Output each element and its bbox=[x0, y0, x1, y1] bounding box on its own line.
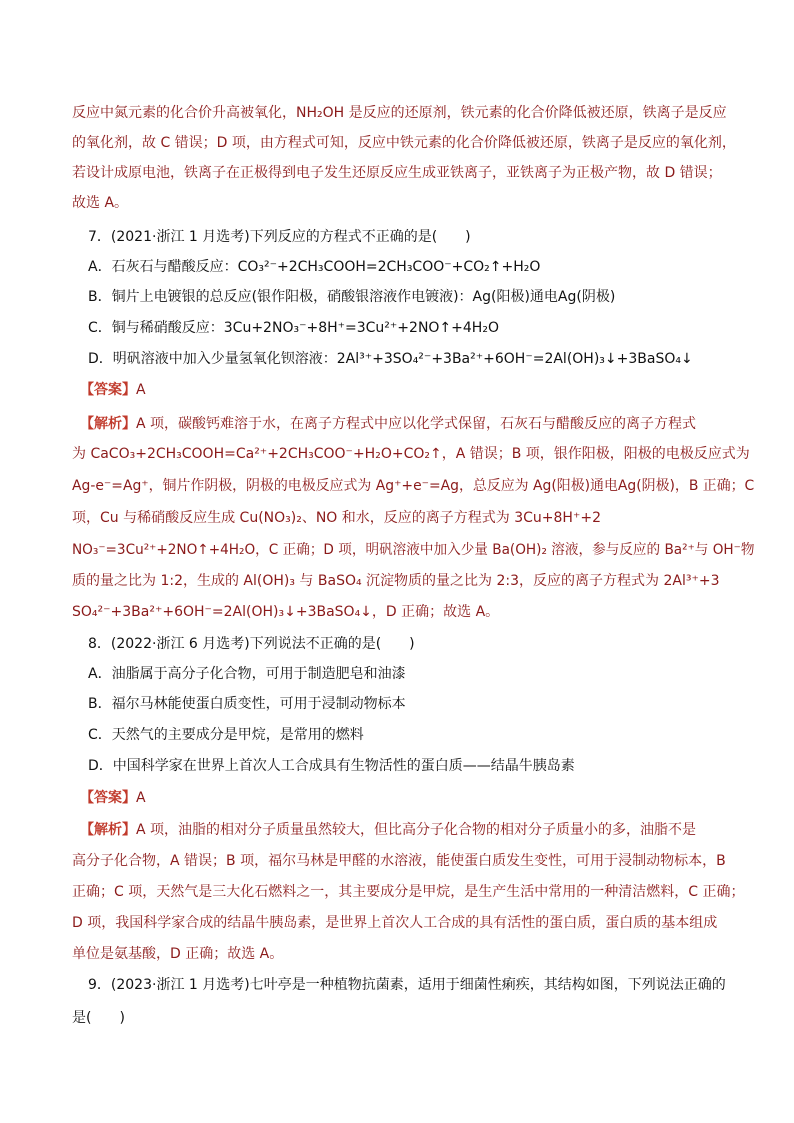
question-8-option-a: A．油脂属于高分子化合物，可用于制造肥皂和油漆 bbox=[88, 666, 406, 682]
explanation-line: 若设计成原电池，铁离子在正极得到电子发生还原反应生成亚铁离子，亚铁离子为正极产物，故 D 错误； bbox=[72, 165, 722, 181]
explanation-line: NO₃⁻=3Cu²⁺+2NO↑+4H₂O，C 正确；D 项，明矾溶液中加入少量 Ba(OH)₂ 溶液，参与反应的 Ba²⁺与 OH⁻物 bbox=[72, 542, 755, 558]
explanation-line: Ag-e⁻=Ag⁺，铜片作阴极，阴极的电极反应式为 Ag⁺+e⁻=Ag，总反应为 Ag(阳极)通电Ag(阴极)，B 正确；C bbox=[72, 478, 755, 494]
question-8-stem: 8．(2022·浙江 6 月选考)下列说法不正确的是( ) bbox=[88, 636, 415, 652]
explanation-line: D 项，我国科学家合成的结晶牛胰岛素，是世界上首次人工合成的具有活性的蛋白质，蛋白质的基本组成 bbox=[72, 915, 718, 931]
question-7-stem: 7．(2021·浙江 1 月选考)下列反应的方程式不正确的是( ) bbox=[88, 229, 471, 245]
explanation-line: 【解析】A 项，碳酸钙难溶于水，在离子方程式中应以化学式保留，石灰石与醋酸反应的离子方程式 bbox=[80, 416, 697, 432]
question-9-stem: 9．(2023·浙江 1 月选考)七叶亭是一种植物抗菌素，适用于细菌性痢疾，其结构如图，下列说法正确的 bbox=[88, 977, 726, 993]
explanation-line: 正确；C 项，天然气是三大化石燃料之一，其主要成分是甲烷，是生产生活中常用的一种清洁燃料，C 正确； bbox=[72, 884, 745, 900]
answer-line: 【答案】A bbox=[80, 382, 146, 398]
explanation-line: 【解析】A 项，油脂的相对分子质量虽然较大，但比高分子化合物的相对分子质量小的多，油脂不是 bbox=[80, 822, 697, 838]
explanation-line: 为 CaCO₃+2CH₃COOH=Ca²⁺+2CH₃COO⁻+H₂O+CO₂↑，A 错误；B 项，银作阳极，阳极的电极反应式为 bbox=[72, 446, 750, 462]
explanation-line: 项，Cu 与稀硝酸反应生成 Cu(NO₃)₂、NO 和水，反应的离子方程式为 3Cu+8H⁺+2 bbox=[72, 510, 601, 526]
explanation-tag: 【解析】 bbox=[80, 416, 136, 432]
explanation-tag: 【解析】 bbox=[80, 822, 136, 838]
question-8-option-d: D．中国科学家在世界上首次人工合成具有生物活性的蛋白质——结晶牛胰岛素 bbox=[88, 758, 575, 774]
explanation-line: SO₄²⁻+3Ba²⁺+6OH⁻=2Al(OH)₃↓+3BaSO₄↓，D 正确；故选 A。 bbox=[72, 604, 500, 620]
explanation-line: 质的量之比为 1:2，生成的 Al(OH)₃ 与 BaSO₄ 沉淀物质的量之比为 2:3，反应的离子方程式为 2Al³⁺+3 bbox=[72, 573, 720, 589]
answer-tag: 【答案】 bbox=[80, 790, 136, 806]
answer-tag: 【答案】 bbox=[80, 382, 136, 398]
question-8-option-c: C．天然气的主要成分是甲烷，是常用的燃料 bbox=[88, 727, 364, 743]
question-7-option-a: A．石灰石与醋酸反应：CO₃²⁻+2CH₃COOH=2CH₃COO⁻+CO₂↑+H₂O bbox=[88, 259, 541, 275]
explanation-line: 的氧化剂，故 C 错误；D 项，由方程式可知，反应中铁元素的化合价降低被还原，铁离子是反应的氧化剂， bbox=[72, 135, 736, 151]
question-7-option-b: B．铜片上电镀银的总反应(银作阳极，硝酸银溶液作电镀液)：Ag(阳极)通电Ag(阴极) bbox=[88, 289, 616, 305]
explanation-line: 反应中氮元素的化合价升高被氧化，NH₂OH 是反应的还原剂，铁元素的化合价降低被还原，铁离子是反应 bbox=[72, 105, 727, 121]
answer-line: 【答案】A bbox=[80, 790, 146, 806]
question-7-option-d: D．明矾溶液中加入少量氢氧化钡溶液：2Al³⁺+3SO₄²⁻+3Ba²⁺+6OH⁻=2Al(OH)₃↓+3BaSO₄↓ bbox=[88, 351, 693, 367]
explanation-line: 故选 A。 bbox=[72, 195, 129, 211]
question-8-option-b: B．福尔马林能使蛋白质变性，可用于浸制动物标本 bbox=[88, 696, 406, 712]
explanation-line: 高分子化合物，A 错误；B 项，福尔马林是甲醛的水溶液，能使蛋白质发生变性，可用于浸制动物标本，B bbox=[72, 853, 726, 869]
question-9-stem-continued: 是( ) bbox=[72, 1010, 125, 1026]
explanation-line: 单位是氨基酸，D 正确；故选 A。 bbox=[72, 946, 284, 962]
question-7-option-c: C．铜与稀硝酸反应：3Cu+2NO₃⁻+8H⁺=3Cu²⁺+2NO↑+4H₂O bbox=[88, 320, 499, 336]
